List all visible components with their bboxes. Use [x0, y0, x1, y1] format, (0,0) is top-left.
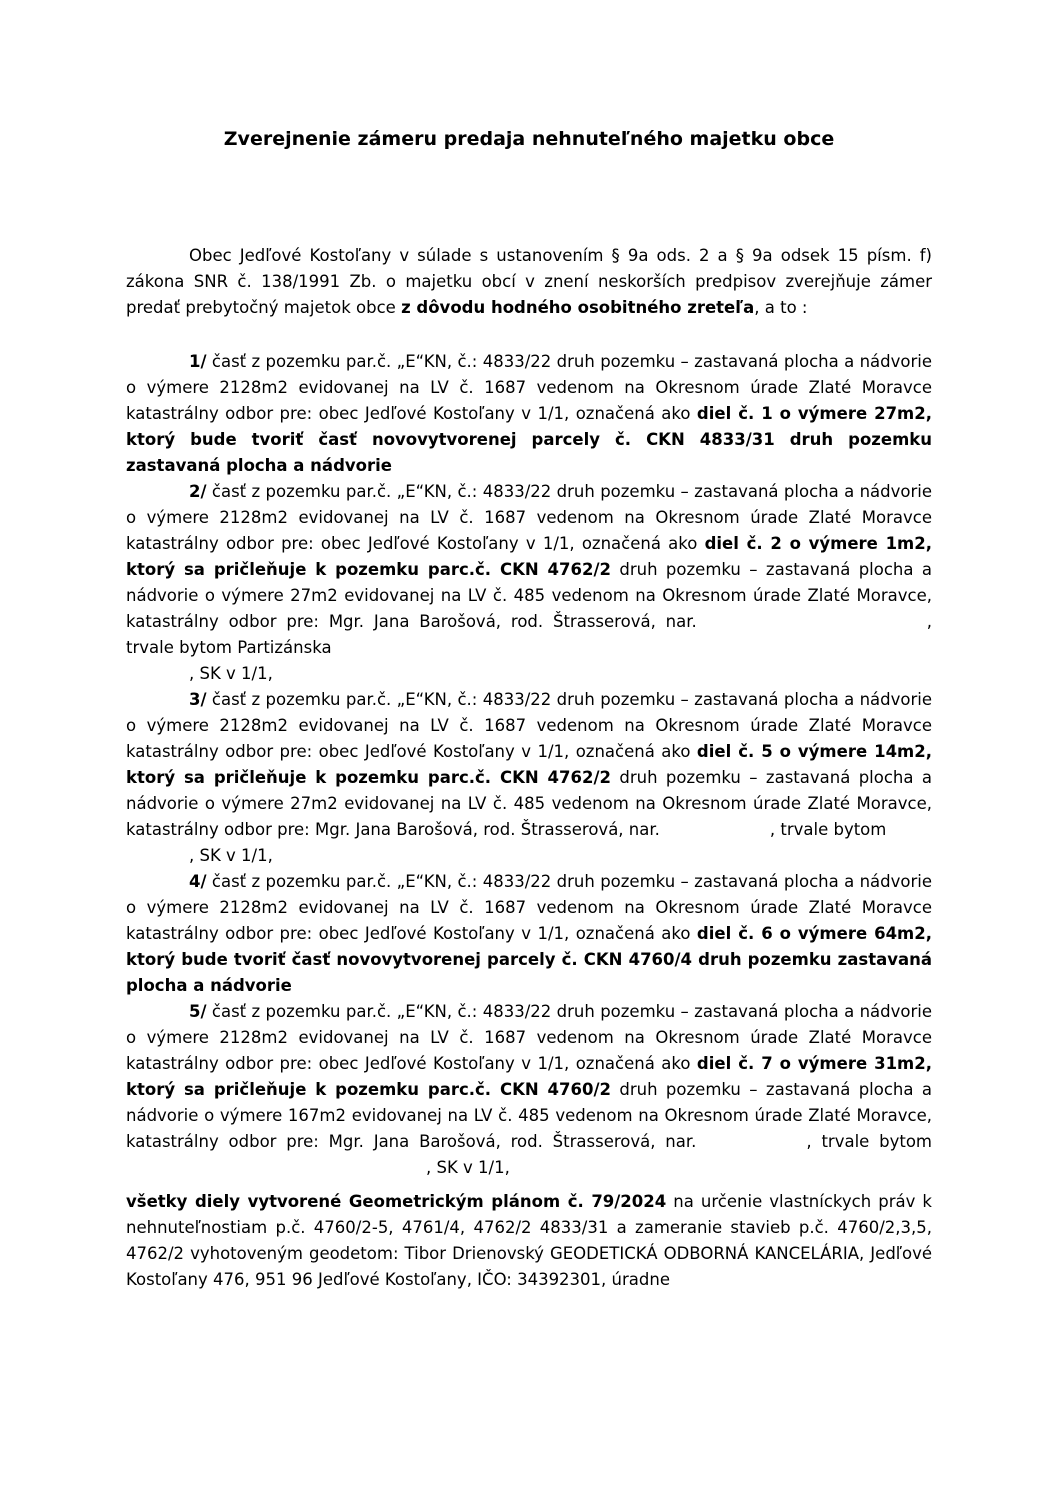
item-tail: druh pozemku – zastavaná plocha a nádvorie o výmere 27m2 evidovanej na LV č. 485 vedenom na Okresnom úrade Zlaté Moravce, katastrálny odbor pre: Mgr. Jana Barošová, rod. Štrasserová, nar. — [126, 560, 932, 631]
item-text: časť z pozemku par.č. „E“KN, č.: 4833/22 druh pozemku – zastavaná plocha a nádvorie o výmere 2128m2 evidovanej na LV č. 1687 vedenom na Okresnom úrade Zlaté Moravce katastrálny odbor pre: obec Jedľové Kostoľany v 1/1, označená ako — [126, 872, 932, 943]
list-item-end: , SK v 1/1, — [189, 846, 273, 865]
page-title: Zverejnenie zámeru predaja nehnuteľného majetku obce — [223, 128, 835, 150]
item-number: 2/ — [189, 482, 207, 501]
item-text: časť z pozemku par.č. „E“KN, č.: 4833/22 druh pozemku – zastavaná plocha a nádvorie o výmere 2128m2 evidovanej na LV č. 1687 vedenom na Okresnom úrade Zlaté Moravce katastrálny odbor pre: obec Jedľové Kostoľany v 1/1, označená ako — [126, 690, 932, 761]
item-tail: druh pozemku – zastavaná plocha a nádvorie o výmere 27m2 evidovanej na LV č. 485 vedenom na Okresnom úrade Zlaté Moravce, katastrálny odbor pre: Mgr. Jana Barošová, rod. Štrasserová, nar. — [126, 768, 932, 839]
list-item — [126, 479, 932, 661]
item-text: časť z pozemku par.č. „E“KN, č.: 4833/22 druh pozemku – zastavaná plocha a nádvorie o výmere 2128m2 evidovanej na LV č. 1687 vedenom na Okresnom úrade Zlaté Moravce katastrálny odbor pre: obec Jedľové Kostoľany v 1/1, označená ako — [126, 482, 932, 553]
item-tail2: , trvale bytom Partizánska — [126, 612, 932, 657]
list-item-end: , SK v 1/1, — [189, 664, 273, 683]
intro-paragraph — [126, 243, 932, 321]
item-number: 4/ — [189, 872, 207, 891]
item-bold: diel č. 7 o výmere 31m2, ktorý sa pričleňuje k pozemku parc.č. CKN 4760/2 — [126, 1054, 933, 1099]
closing-bold: všetky diely vytvorené Geometrickým plánom č. 79/2024 — [126, 1192, 667, 1211]
closing-paragraph — [126, 1189, 932, 1293]
closing-text: na určenie vlastníckych práv k nehnuteľnostiam p.č. 4760/2-5, 4761/4, 4762/2 4833/31 a zameranie stavieb p.č. 4760/2,3,5, 4762/2 vyhotoveným geodetom: Tibor Drienovský GEODETICKÁ ODBORNÁ KANCELÁRIA, Jedľové Kostoľany 476, 951 96 Jedľové Kostoľany, IČO: 34392301, úradne — [126, 1192, 932, 1289]
items-list — [126, 349, 932, 1293]
item-tail3: , SK v 1/1, — [426, 1158, 510, 1177]
item-bold: diel č. 6 o výmere 64m2, ktorý bude tvoriť časť novovytvorenej parcely č. CKN 4760/4 druh pozemku zastavaná plocha a nádvorie — [126, 924, 933, 995]
list-item — [126, 869, 932, 999]
intro-bold: z dôvodu hodného osobitného zreteľa — [401, 298, 755, 317]
item-tail2: , trvale bytom — [806, 1132, 932, 1151]
item-bold: diel č. 5 o výmere 14m2, ktorý sa pričleňuje k pozemku parc.č. CKN 4762/2 — [126, 742, 933, 787]
list-item — [126, 687, 932, 843]
item-number: 1/ — [189, 352, 207, 371]
intro-text: Obec Jedľové Kostoľany v súlade s ustanovením § 9a ods. 2 a § 9a odsek 15 písm. f) zákona SNR č. 138/1991 Zb. o majetku obcí v znení neskorších predpisov zverejňuje zámer predať prebytočný majetok obce — [126, 246, 932, 317]
list-item — [126, 349, 932, 479]
intro-end: , a to : — [754, 298, 808, 317]
item-tail: druh pozemku – zastavaná plocha a nádvorie o výmere 167m2 evidovanej na LV č. 485 vedenom na Okresnom úrade Zlaté Moravce, katastrálny odbor pre: Mgr. Jana Barošová, rod. Štrasserová, nar. — [126, 1080, 932, 1151]
item-text: časť z pozemku par.č. „E“KN, č.: 4833/22 druh pozemku – zastavaná plocha a nádvorie o výmere 2128m2 evidovanej na LV č. 1687 vedenom na Okresnom úrade Zlaté Moravce katastrálny odbor pre: obec Jedľové Kostoľany v 1/1, označená ako — [126, 1002, 932, 1073]
list-item — [126, 999, 932, 1181]
item-number: 5/ — [189, 1002, 207, 1021]
item-tail2: , trvale bytom — [769, 820, 887, 839]
item-bold: diel č. 1 o výmere 27m2, ktorý bude tvoriť časť novovytvorenej parcely č. CKN 4833/31 druh pozemku zastavaná plocha a nádvorie — [126, 404, 933, 475]
item-number: 3/ — [189, 690, 207, 709]
item-bold: diel č. 2 o výmere 1m2, ktorý sa pričleňuje k pozemku parc.č. CKN 4762/2 — [126, 534, 933, 579]
item-text: časť z pozemku par.č. „E“KN, č.: 4833/22 druh pozemku – zastavaná plocha a nádvorie o výmere 2128m2 evidovanej na LV č. 1687 vedenom na Okresnom úrade Zlaté Moravce katastrálny odbor pre: obec Jedľové Kostoľany v 1/1, označená ako — [126, 352, 932, 423]
